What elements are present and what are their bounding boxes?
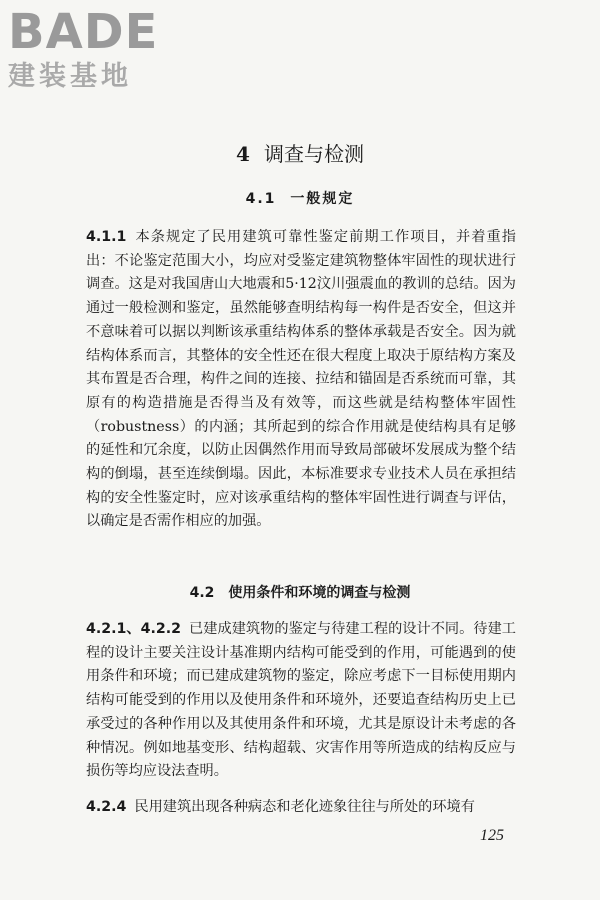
clause-4-2-4 [86, 796, 516, 820]
logo-subtitle: 建装基地 [8, 61, 132, 92]
clause-label: 4.2.4 [86, 799, 127, 815]
section-title-text: 使用条件和环境的调查与检测 [228, 585, 411, 601]
clause-4-2-1-4-2-2 [86, 618, 516, 784]
clause-text: 民用建筑出现各种病态和老化迹象往往与所处的环境有 [134, 799, 475, 815]
clause-text: 本条规定了民用建筑可靠性鉴定前期工作项目，并着重指出：不论鉴定范围大小，均应对受鉴定建筑物整体牢固性的现状进行调查。这是对我国唐山大地震和5·12汶川强震血的教训的总结。因为通过一般检测和鉴定，虽然能够查明结构每一构件是否安全，但这并不意味着可以据以判断该承重结构体系的整体承载是否安全。因为就结构体系而言，其整体的安全性还在很大程度上取决于原结构方案及其布置是否合理，构件之间的连接、拉结和锚固是否系统而可靠，其原有的构造措施是否得当及有效等，而这些就是结构整体牢固性（robustness）的内涵；其所起到的综合作用就是使结构具有足够的延性和冗余度，以防止因偶然作用而导致局部破坏发展成为整个结构的倒塌，甚至连续倒塌。因此，本标准要求专业技术人员在承担结构的安全性鉴定时，应对该承重结构的整体牢固性进行调查与评估，以确定是否需作相应的加强。 [86, 229, 516, 530]
clause-text: 已建成建筑物的鉴定与待建工程的设计不同。待建工程的设计主要关注设计基准期内结构可能受到的作用，可能遇到的使用条件和环境；而已建成建筑物的鉴定，除应考虑下一目标使用期内结构可能受到的作用以及使用条件和环境外，还要追查结构历史上已承受过的各种作用以及其使用条件和环境，尤其是原设计未考虑的各种情况。例如地基变形、结构超载、灾害作用等所造成的结构反应与损伤等均应设法查明。 [86, 621, 516, 780]
section-title-text: 一般规定 [290, 191, 355, 207]
chapter-title [0, 141, 600, 167]
page-number: 125 [480, 827, 504, 844]
clause-4-1-1 [86, 226, 516, 534]
section-number: 4.1 [245, 191, 277, 207]
section-heading-4-1 [0, 189, 600, 209]
logo-brand: BADE [8, 4, 159, 60]
section-number: 4.2 [189, 585, 215, 601]
chapter-title-text: 调查与检测 [263, 142, 364, 166]
clause-label: 4.1.1 [86, 229, 127, 245]
section-heading-4-2 [0, 583, 600, 603]
chapter-number: 4 [236, 142, 250, 166]
logo [8, 6, 178, 94]
clause-label: 4.2.1、4.2.2 [86, 621, 182, 637]
